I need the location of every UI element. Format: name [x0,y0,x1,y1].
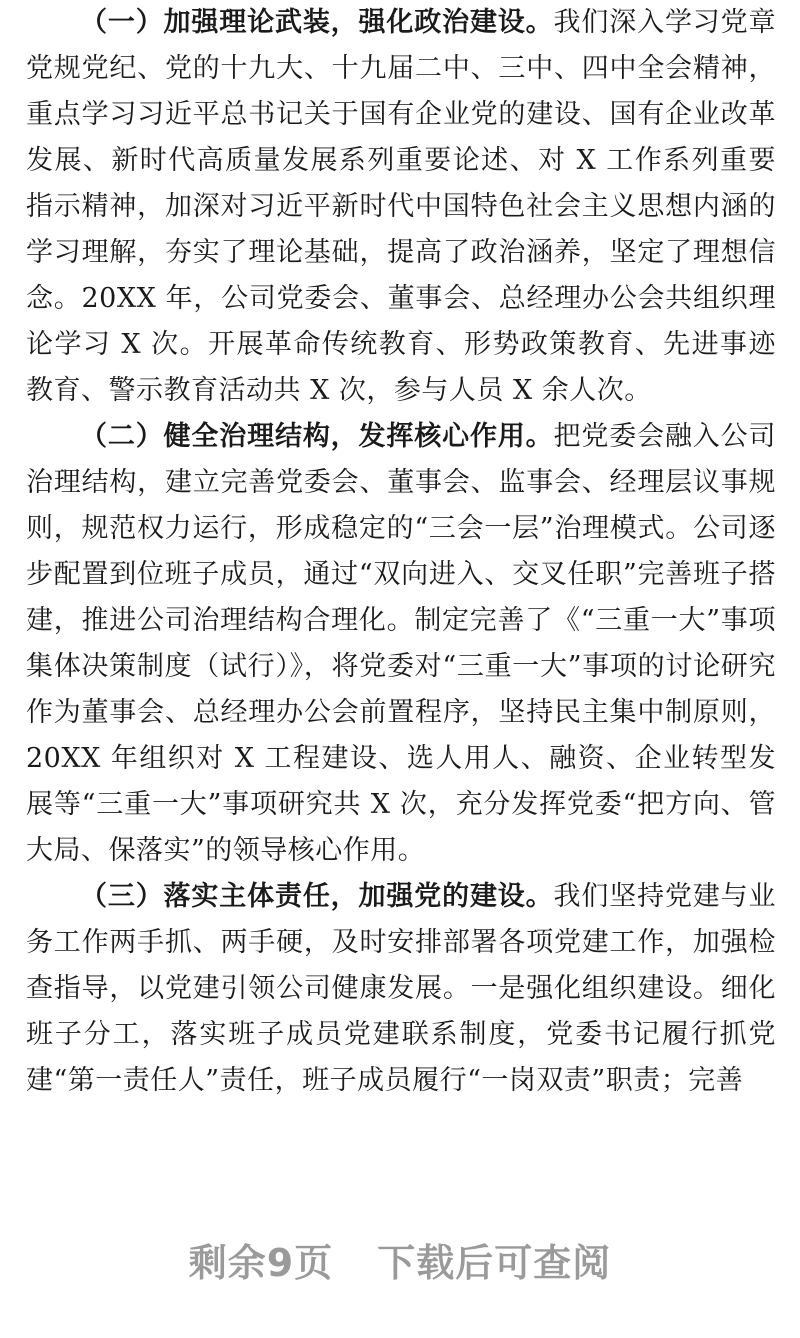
paragraph-heading: （二）健全治理结构，发挥核心作用。 [80,421,554,452]
download-to-view-label: 下载后可查阅 [377,1241,612,1285]
paragraph-heading: （三）落实主体责任，加强党的建设。 [80,881,554,912]
paragraph-2 [26,414,776,874]
document-body [26,0,776,1104]
download-prompt[interactable] [0,1232,800,1287]
remaining-pages-label: 剩余9页 [188,1241,334,1285]
paragraph-text: 把党委会融入公司治理结构，建立完善党委会、董事会、监事会、经理层议事规则，规范权力运行，形成稳定的“三会一层”治理模式。公司逐步配置到位班子成员，通过“双向进入、交叉任职”完善班子搭建，推进公司治理结构合理化。制定完善了《“三重一大”事项集体决策制度（试行）》，将党委对“三重一大”事项的讨论研究作为董事会、总经理办公会前置程序，坚持民主集中制原则，20XX 年组织对 X 工程建设、选人用人、融资、企业转型发展等“三重一大”事项研究共 X 次，充分发挥党委“把方向、管大局、保落实”的领导核心作用。 [26,421,777,866]
paragraph-text: 我们坚持党建与业务工作两手抓、两手硬，及时安排部署各项党建工作，加强检查指导，以党建引领公司健康发展。一是强化组织建设。细化班子分工，落实班子成员党建联系制度，党委书记履行抓党建“第一责任人”责任，班子成员履行“一岗双责”职责；完善 [26,881,777,1096]
paragraph-1 [26,0,776,414]
paragraph-heading: （一）加强理论武装，强化政治建设。 [80,7,554,38]
paragraph-3 [26,874,776,1104]
paragraph-text: 我们深入学习党章党规党纪、党的十九大、十九届二中、三中、四中全会精神，重点学习习近平总书记关于国有企业党的建设、国有企业改革发展、新时代高质量发展系列重要论述、对 X 工作系列重要指示精神，加深对习近平新时代中国特色社会主义思想内涵的学习理解，夯实了理论基础，提高了政治涵养，坚定了理想信念。20XX 年，公司党委会、董事会、总经理办公会共组织理论学习 X 次。开展革命传统教育、形势政策教育、先进事迹教育、警示教育活动共 X 次，参与人员 X 余人次。 [26,7,777,406]
